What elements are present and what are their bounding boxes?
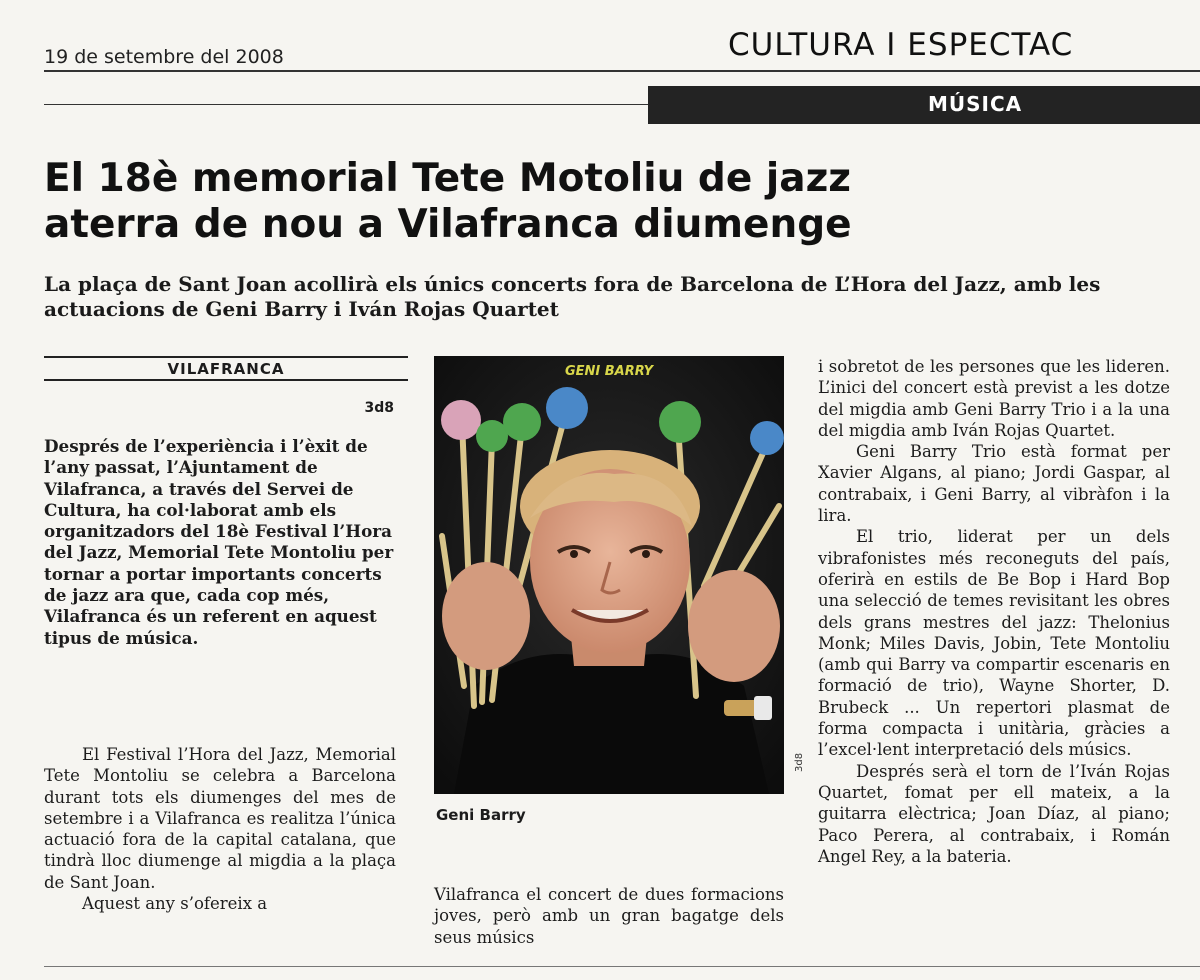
subsection-bar [648,86,1200,124]
bottom-rule [44,966,1200,967]
article-photo [434,356,784,794]
photo-credit: 3d8 [794,752,805,772]
headline-line-1: El 18è memorial Tete Motoliu de jazz [44,156,851,201]
body-paragraph: Geni Barry Trio està format per Xavier Algans, al piano; Jordi Gaspar, al contrabaix, i Geni Barry, al vibràfon i la lira. [818,442,1170,526]
column-2 [434,884,784,948]
publication-date: 19 de setembre del 2008 [44,46,284,68]
author-byline: 3d8 [364,400,394,416]
body-paragraph: Vilafranca el concert de dues formacions joves, però amb un gran bagatge dels seus músics [434,885,784,947]
subheadline: La plaça de Sant Joan acollirà els únics concerts fora de Barcelona de L’Hora del Jazz, amb les actuacions de Geni Barry i Iván Rojas Quartet [44,272,1101,321]
body-paragraph: Aquest any s’ofereix a [82,894,268,914]
headline [44,156,1104,248]
photo-title-label: GENI BARRY [564,364,653,379]
dateline-location: VILAFRANCA [167,360,285,378]
column-3 [818,356,1170,867]
top-rule [44,70,1200,72]
location-rule-top [44,356,408,358]
musician-illustration [434,356,784,794]
photo-caption: Geni Barry [436,806,526,824]
subsection-label: MÚSICA [928,92,1023,116]
section-title: CULTURA I ESPECTAC [728,27,1074,63]
body-paragraph: El Festival l’Hora del Jazz, Memorial Tete Montoliu se celebra a Barcelona durant tots els diumenges del mes de setembre i a Vilafranca es realitza l’única actuació fora de la capital catalana, que tindrà lloc diumenge al migdia a la plaça de Sant Joan. [44,745,396,892]
body-paragraph: i sobretot de les persones que les lideren. L’inici del concert està previst a les dotze del migdia amb Geni Barry Trio i a la una del migdia amb Iván Rojas Quartet. [818,357,1170,440]
section-rule [44,104,648,105]
body-paragraph: El trio, liderat per un dels vibrafonistes més reconeguts del país, oferirà en estils de Be Bop i Hard Bop una selecció de temes revisitant les obres dels grans mestres del jazz: Thelonius Monk; Miles Davis, Jobin, Tete Montoliu (amb qui Barry va compartir escenaris en formació de trio), Wayne Shorter, D. Brubeck ... Un repertori plasmat de forma compacta i unitària, gràcies a l’excel·lent interpretació dels músics. [818,527,1170,760]
location-rule-bottom [44,379,408,381]
headline-line-2: aterra de nou a Vilafranca diumenge [44,202,852,247]
column-1 [44,744,396,914]
lead-paragraph: Després de l’experiència i l’èxit de l’any passat, l’Ajuntament de Vilafranca, a través del Servei de Cultura, ha col·laborat amb els organitzadors del 18è Festival l’Hora del Jazz, Memorial Tete Montoliu per tornar a portar importants concerts de jazz ara que, cada cop més, Vilafranca és un referent en aquest tipus de música. [44,436,394,648]
body-paragraph: Després serà el torn de l’Iván Rojas Quartet, fomat per ell mateix, a la guitarra elèctrica; Joan Díaz, al piano; Paco Perera, al contrabaix, i Román Angel Rey, a la bateria. [818,761,1170,866]
